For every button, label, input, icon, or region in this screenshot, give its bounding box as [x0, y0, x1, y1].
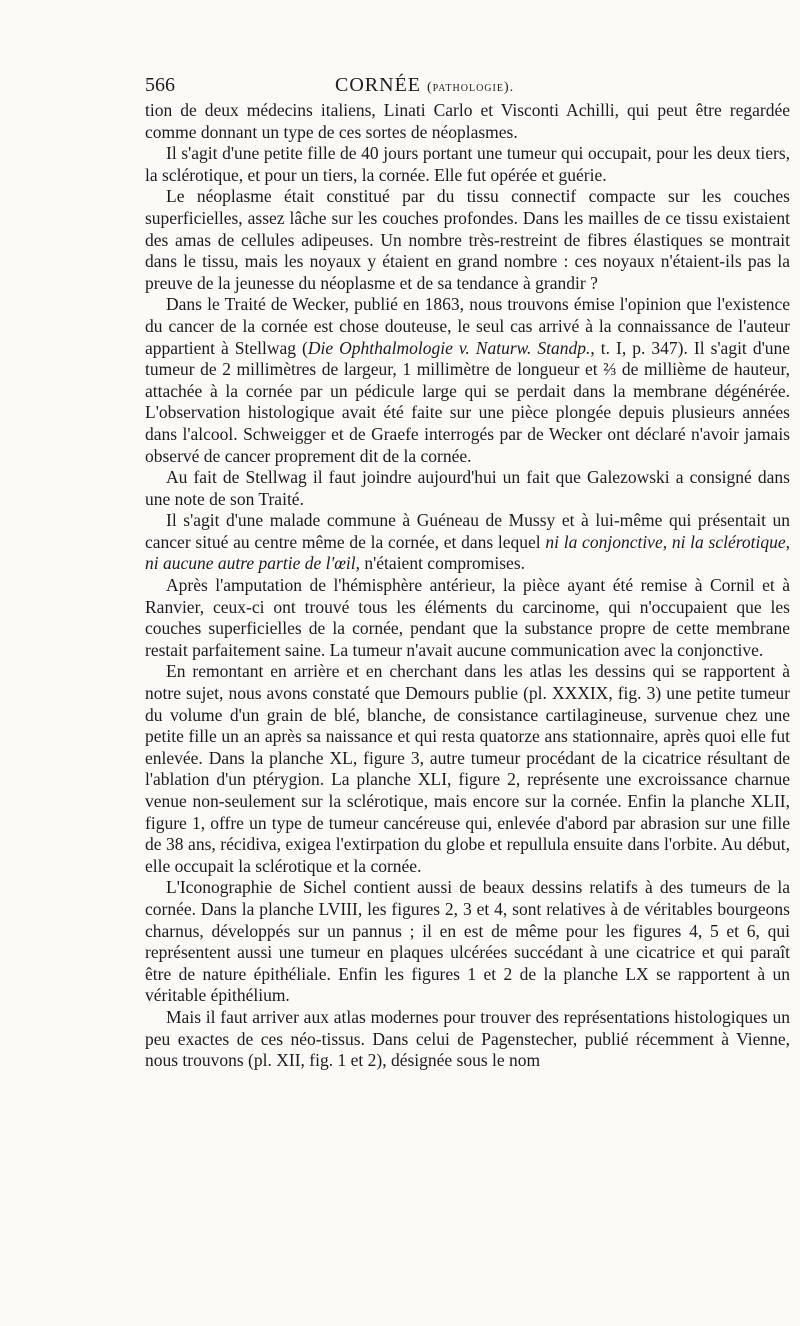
running-title-main: CORNÉE — [335, 74, 421, 96]
paragraph: Le néoplasme était constitué par du tissu connectif compacte sur les couches superficielles, assez lâche sur les couches profondes. Dans les mailles de ce tissu existaient des amas de cellules adipeuses. Un nombre très-restreint de fibres élastiques se montrait dans le tissu, mais les noyaux y étaient en grand nombre : ces noyaux n'étaient-ils pas la preuve de la jeunesse du néoplasme et de sa tendance à grandir ? — [145, 186, 790, 293]
paragraph: En remontant en arrière et en cherchant dans les atlas les dessins qui se rapportent à notre sujet, nous avons constaté que Demours publie (pl. XXXIX, fig. 3) une petite tumeur du volume d'un grain de blé, blanche, de consistance cartilagineuse, survenue chez une petite fille un an après sa naissance et qui resta quatorze ans stationnaire, après quoi elle fut enlevée. Dans la planche XL, figure 3, autre tumeur procédant de la cicatrice résultant de l'ablation d'un ptérygion. La planche XLI, figure 2, représente une excroissance charnue venue non-seulement sur la sclérotique, mais encore sur la cornée. Enfin la planche XLII, figure 1, offre un type de tumeur cancéreuse qui, enlevée d'abord par abrasion sur une fille de 38 ans, récidiva, exigea l'extirpation du globe et repullula ensuite dans l'orbite. Au début, elle occupait la sclérotique et la cornée. — [145, 661, 790, 876]
paragraph-text: n'étaient compromises. — [360, 553, 526, 574]
paragraph — [145, 294, 790, 467]
paragraph: Au fait de Stellwag il faut joindre aujourd'hui un fait que Galezowski a consigné dans une note de son Traité. — [145, 467, 790, 509]
paragraph-text: Il s'agit d'une malade commune à Guéneau de Mussy et à lui-même qui présentait un cancer situé au centre même de la cornée, et dans lequel — [145, 510, 790, 552]
running-title — [335, 70, 514, 103]
paragraph: Il s'agit d'une petite fille de 40 jours portant une tumeur qui occupait, pour les deux tiers, la sclérotique, et pour un tiers, la cornée. Elle fut opérée et guérie. — [145, 143, 790, 185]
page-number: 566 — [145, 74, 175, 96]
paragraph — [145, 510, 790, 575]
paragraph: tion de deux médecins italiens, Linati Carlo et Visconti Achilli, qui peut être regardée comme donnant un type de ces sortes de néoplasmes. — [145, 100, 790, 142]
running-title-sub: (pathologie). — [427, 80, 515, 95]
book-title-italic: Die Ophthalmologie v. Naturw. Standp. — [307, 337, 591, 358]
body-text — [145, 100, 790, 1072]
paragraph-text: , t. I, p. 347). Il s'agit d'une tumeur de 2 millimètres de largeur, 1 millimètre de longueur et ⅔ de millième de hauteur, attachée à la cornée par un pédicule large qui se perdait dans la membrane dégénérée. L'observation histologique avait été faite sur une pièce plongée depuis plusieurs années dans l'alcool. Schweigger et de Graefe interrogés par de Wecker ont déclaré n'avoir jamais observé de cancer proprement dit de la cornée. — [145, 337, 790, 466]
paragraph-text: Dans le Traité de Wecker, publié en 1863, nous trouvons émise l'opinion que l'existence du cancer de la cornée est chose douteuse, le seul cas arrivé à la connaissance de l'auteur appartient à Stellwag ( — [145, 294, 790, 358]
paragraph: Après l'amputation de l'hémisphère antérieur, la pièce ayant été remise à Cornil et à Ranvier, ceux-ci ont trouvé tous les éléments du carcinome, qui n'occupaient que les couches superficielles de la cornée, pendant que la substance propre de cette membrane restait parfaitement saine. La tumeur n'avait aucune communication avec la conjonctive. — [145, 575, 790, 660]
running-header — [145, 70, 790, 100]
italic-emphasis: ni la conjonctive, ni la sclérotique, ni aucune autre partie de l'œil, — [145, 531, 790, 574]
paragraph: L'Iconographie de Sichel contient aussi de beaux dessins relatifs à des tumeurs de la cornée. Dans la planche LVIII, les figures 2, 3 et 4, sont relatives à de véritables bourgeons charnus, développés sur un pannus ; il en est de même pour les figures 4, 5 et 6, qui représentent aussi une tumeur en plaques ulcérées succédant à une cicatrice et qui paraît être de nature épithéliale. Enfin les figures 1 et 2 de la planche LX se rapportent à un véritable épithélium. — [145, 877, 790, 1006]
paragraph: Mais il faut arriver aux atlas modernes pour trouver des représentations histologiques un peu exactes de ces néo-tissus. Dans celui de Pagenstecher, publié récemment à Vienne, nous trouvons (pl. XII, fig. 1 et 2), désignée sous le nom — [145, 1006, 790, 1071]
